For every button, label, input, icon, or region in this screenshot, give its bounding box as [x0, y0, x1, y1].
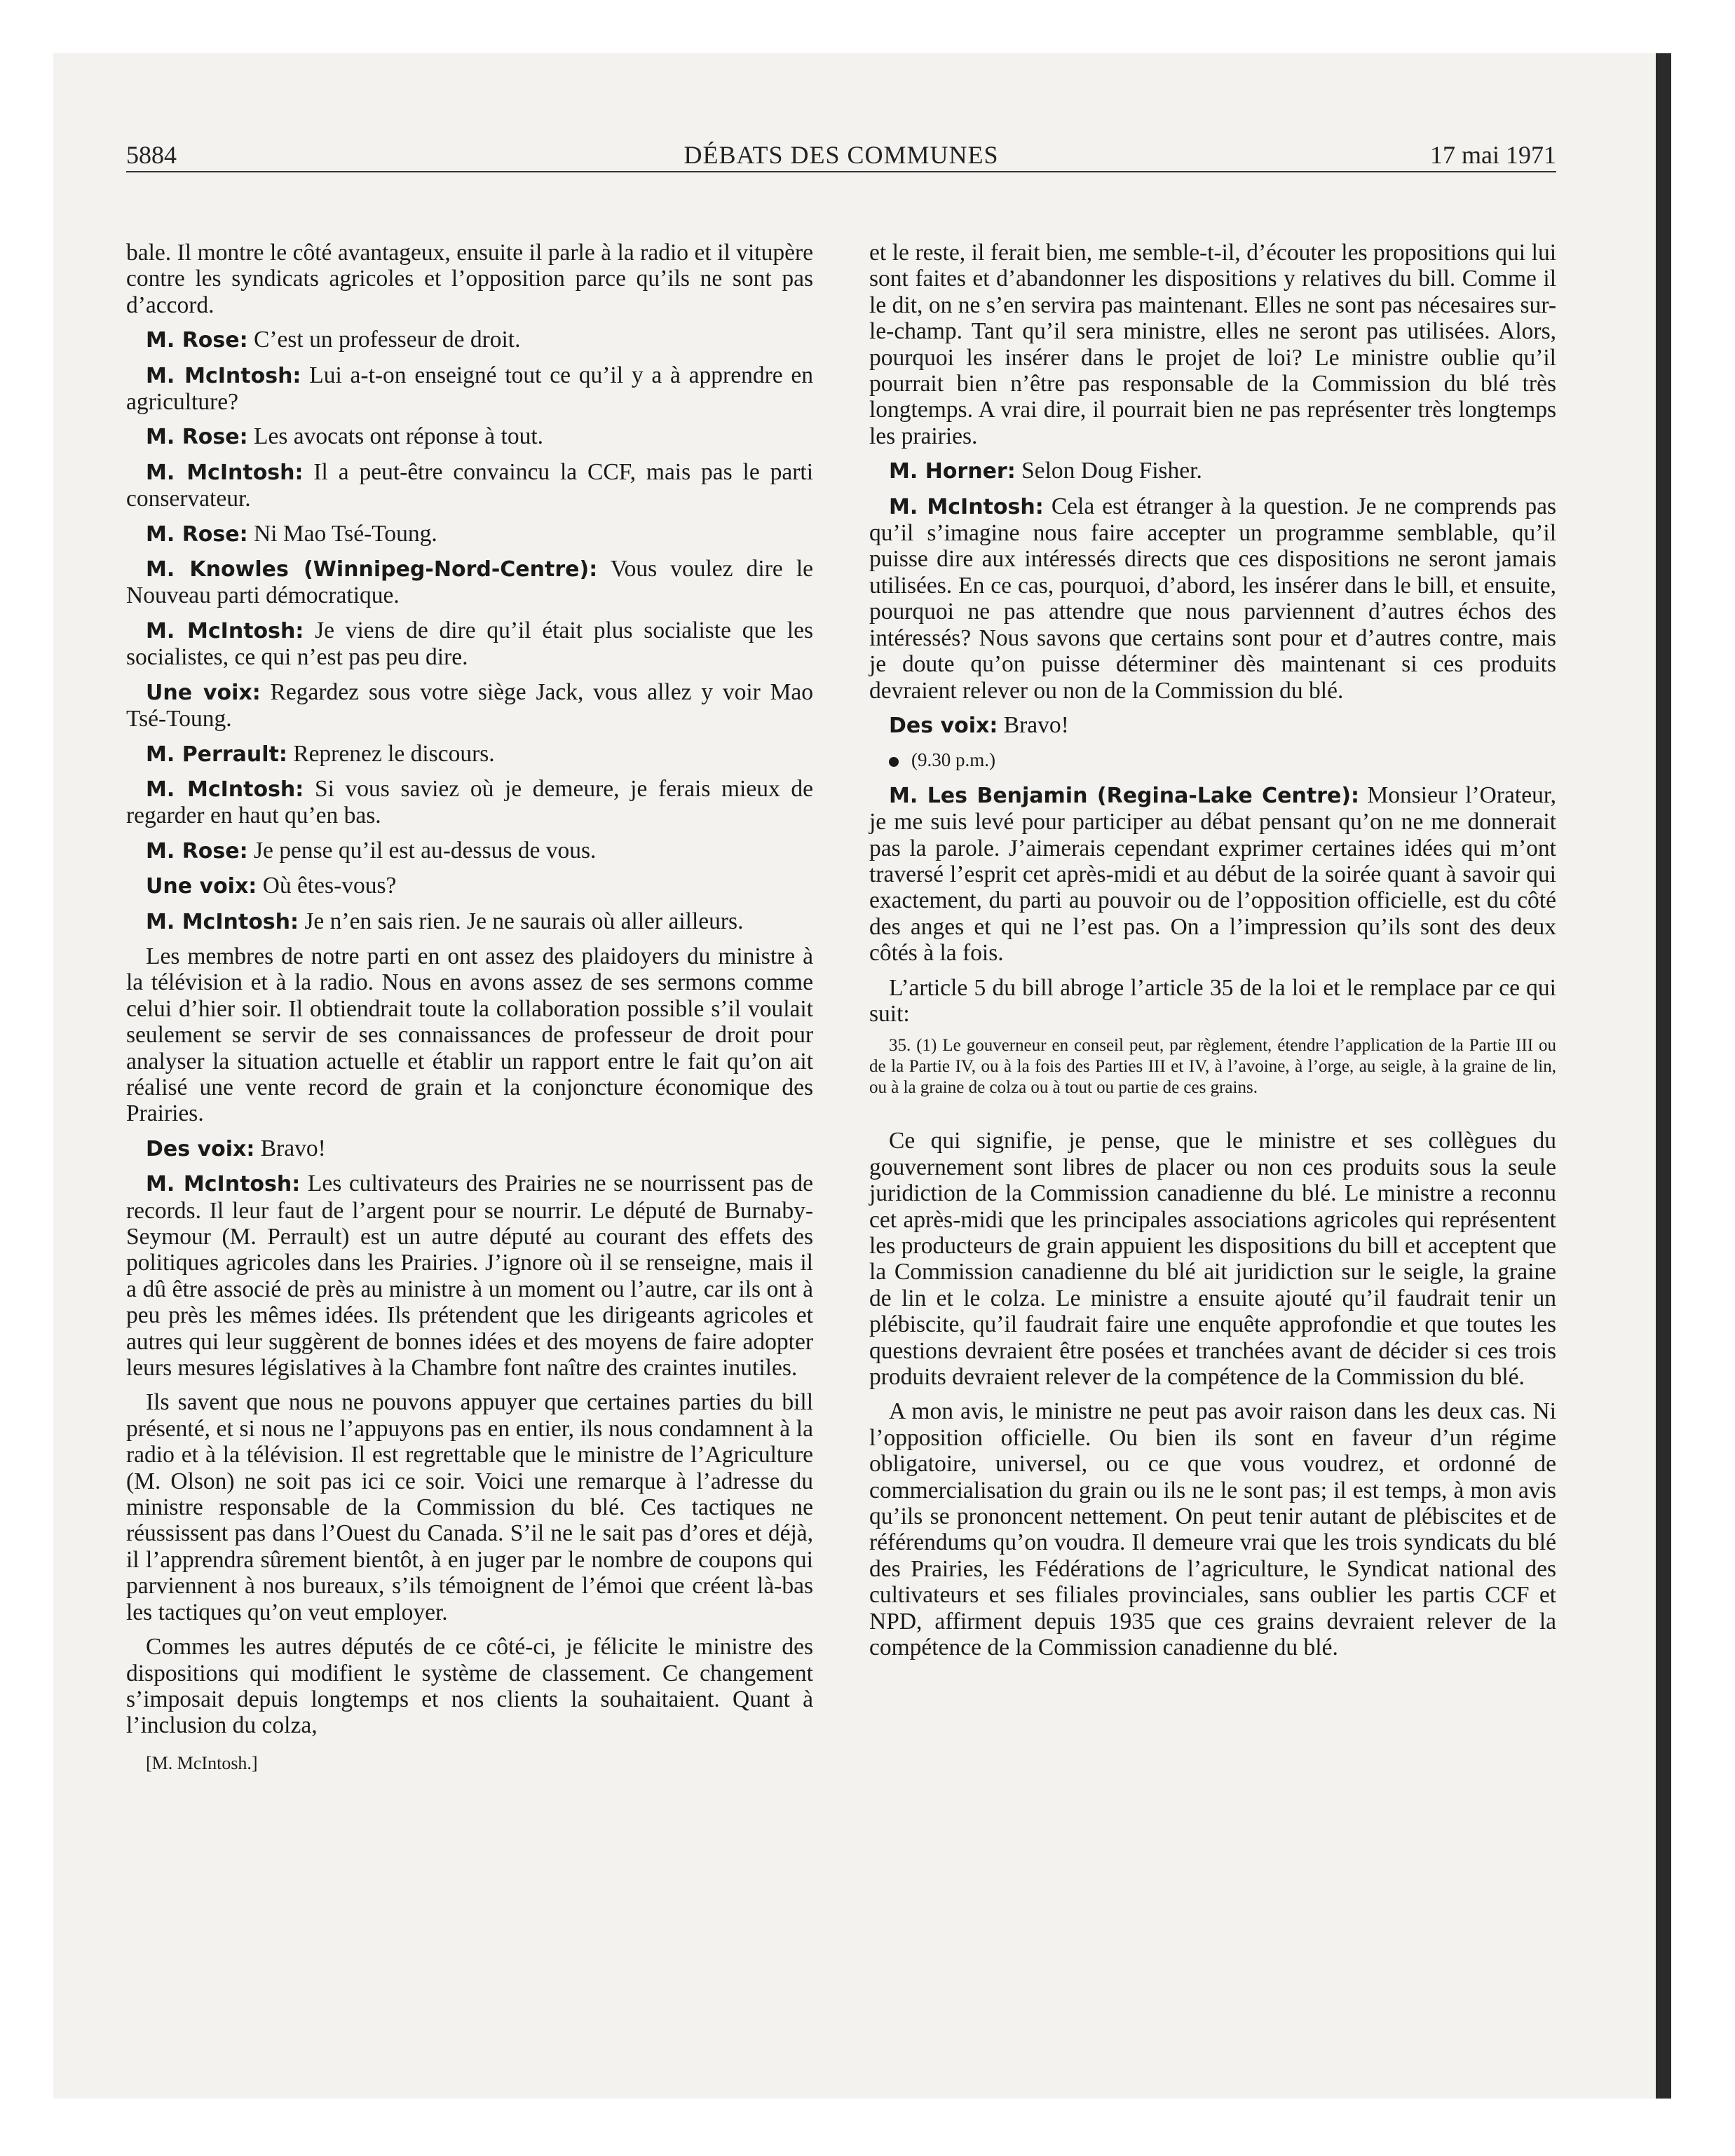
speaker-name: M. McIntosh:	[146, 460, 304, 485]
speech-paragraph	[126, 908, 813, 935]
speech-paragraph	[869, 493, 1556, 704]
left-column	[126, 240, 813, 1776]
speech-paragraph	[126, 1135, 813, 1162]
speech-text: Cela est étranger à la question. Je ne comprends pas qu’il s’imagine nous faire accepter un programme semblable, qu’il puisse dire aux intéressés directs que ces dispositions ne seront jamais utilisées. En ce cas, pourquoi, d’abord, les insérer dans le bill, et ensuite, pourquoi ne pas attendre que nous parviennent d’autres échos des intéressés? Nous savons que certains sont pour et d’autres contre, mais je doute qu’on puisse déterminer dès maintenant si ces produits devraient relever ou non de la Commission du blé.	[869, 493, 1557, 704]
page-header	[126, 140, 1556, 172]
time-marker	[889, 747, 1556, 773]
speech-paragraph	[126, 327, 813, 353]
paragraph: Ils savent que nous ne pouvons appuyer que certaines parties du bill présenté, et si nous ne l’appuyons pas en entier, ils nous condamnent à la radio et à la télévision. Il est regrettable que le ministre de l’Agriculture (M. Olson) ne soit pas ici ce soir. Voici une remarque à l’adresse du ministre responsable de la Commission du blé. Ces tactiques ne réussissent pas dans l’Ouest du Canada. S’il ne le sait pas d’ores et déjà, il l’apprendra sûrement bientôt, à en juger par le nombre de coupons qui parviennent à nos bureaux, s’ils témoignent de l’émoi que créent là-bas les tactiques qu’on veut employer.	[126, 1389, 813, 1625]
speaker-name: Des voix:	[889, 713, 998, 738]
speech-paragraph	[126, 521, 813, 547]
speaker-footer: [M. McIntosh.]	[146, 1752, 258, 1773]
speaker-name: M. McIntosh:	[146, 1172, 301, 1197]
speech-text: Je n’en sais rien. Je ne saurais où aller ailleurs.	[304, 908, 744, 934]
speech-paragraph	[869, 458, 1556, 484]
speech-paragraph	[126, 556, 813, 609]
speech-paragraph	[869, 782, 1556, 967]
speaker-name: M. Rose:	[146, 328, 248, 353]
paragraph: et le reste, il ferait bien, me semble-t-il, d’écouter les propositions qui lui sont faites et d’abandonner les dispositions y relatives du bill. Comme il le dit, on ne s’en servira pas maintenant. Elles ne sont pas nécesaires sur-le-champ. Tant qu’il sera ministre, elles ne seront pas utilisées. Alors, pourquoi les insérer dans le projet de loi? Le ministre oublie qu’il pourrait bien n’être pas responsable de la Commission du blé très longtemps. A vrai dire, il pourrait bien ne pas représenter très longtemps les prairies.	[869, 240, 1556, 449]
speech-text: Il a peut-être convaincu la CCF, mais pas le parti conservateur.	[126, 458, 814, 512]
paragraph: A mon avis, le ministre ne peut pas avoir raison dans les deux cas. Ni l’opposition officielle. Ou bien ils sont en faveur d’un régime obligatoire, universel, ou ce que vous voudrez, et ordonné de commercialisation du grain ou ils ne le sont pas; il est temps, à mon avis qu’ils se prononcent nettement. On peut tenir autant de plébiscites et de référendums qu’on voudra. Il demeure vrai que les trois syndicats du blé des Prairies, les Fédérations de l’agriculture, le Syndicat national des cultivateurs et ses filiales provinciales, sans oublier les partis CCF et NPD, affirment depuis 1935 que ces grains devraient relever de la compétence de la Commission canadienne du blé.	[869, 1398, 1556, 1661]
speech-paragraph	[126, 679, 813, 732]
page-date: 17 mai 1971	[1430, 141, 1556, 169]
speech-paragraph	[126, 776, 813, 829]
speech-text: Où êtes-vous?	[262, 873, 397, 899]
speaker-name: M. Les Benjamin (Regina-Lake Centre):	[889, 783, 1360, 808]
speech-text: Bravo!	[260, 1135, 326, 1161]
speaker-name: Des voix:	[146, 1136, 255, 1161]
speaker-name: M. Rose:	[146, 425, 248, 450]
right-column	[869, 240, 1556, 1670]
speaker-name: M. Horner:	[889, 459, 1016, 484]
speech-text: Je pense qu’il est au-dessus de vous.	[253, 837, 597, 864]
speech-text: Les avocats ont réponse à tout.	[253, 423, 544, 450]
quoted-article: 35. (1) Le gouverneur en conseil peut, par règlement, étendre l’application de la Partie III ou de la Partie IV, ou à la fois des Parties III et IV, à l’avoine, à l’orge, au seigle, à la graine de lin, ou à la graine de colza ou à tout ou partie de ces grains.	[869, 1036, 1556, 1098]
page-number: 5884	[126, 141, 177, 169]
speaker-name: M. McIntosh:	[889, 494, 1044, 519]
paragraph: bale. Il montre le côté avantageux, ensuite il parle à la radio et il vitupère contre les syndicats agricoles et l’opposition parce qu’ils ne sont pas d’accord.	[126, 240, 813, 318]
speech-paragraph	[126, 838, 813, 864]
speaker-name: M. Perrault:	[146, 742, 287, 767]
speaker-name: M. McIntosh:	[146, 777, 304, 802]
speaker-name: M. McIntosh:	[146, 618, 304, 643]
speech-paragraph	[126, 423, 813, 450]
speech-paragraph	[126, 1171, 813, 1381]
speech-text: Les cultivateurs des Prairies ne se nourrissent pas de records. Il leur faut de l’argent pour se nourrir. Le député de Burnaby-Seymour (M. Perrault) est un autre député au courant des effets des politiques agricoles dans les Prairies. J’ignore où il se renseigne, mais il a dû être associé de près au ministre à un moment ou l’autre, car ils ont à peu près les mêmes idées. Ils prétendent que les dirigeants agricoles et autres qui leur suggèrent de bonnes idées et des moyens de faire adopter leurs mesures législatives à la Chambre font naître des craintes inutiles.	[126, 1171, 814, 1381]
speaker-name: M. McIntosh:	[146, 363, 301, 388]
speech-text: Ni Mao Tsé-Toung.	[253, 520, 437, 547]
bullet-icon	[889, 757, 899, 767]
speaker-name: M. Rose:	[146, 838, 248, 864]
speech-text: Lui a-t-on enseigné tout ce qu’il y a à apprendre en agriculture?	[126, 362, 814, 416]
speech-paragraph	[126, 873, 813, 899]
speech-paragraph	[126, 741, 813, 767]
speaker-name: Une voix:	[146, 874, 257, 899]
speech-text: Vous voulez dire le Nouveau parti démocratique.	[126, 556, 814, 609]
speech-text: Si vous saviez où je demeure, je ferais mieux de regarder en haut qu’en bas.	[126, 775, 814, 829]
speaker-name: Une voix:	[146, 680, 261, 705]
speech-text: Regardez sous votre siège Jack, vous allez y voir Mao Tsé-Toung.	[126, 678, 813, 732]
speech-text: Reprenez le discours.	[293, 740, 495, 767]
time-text: (9.30 p.m.)	[911, 749, 995, 771]
speech-paragraph	[126, 362, 813, 416]
paragraph: Les membres de notre parti en ont assez des plaidoyers du ministre à la télévision et à la radio. Nous en avons assez de ses sermons comme celui d’hier soir. Il obtiendrait toute la collaboration possible s’il voulait seulement se servir de ses connaissances de professeur de droit pour analyser la situation actuelle et établir un rapport entre le fait qu’on ait réalisé une vente record de grain et la conjoncture économique des Prairies.	[126, 943, 813, 1127]
speech-text: Selon Doug Fisher.	[1021, 458, 1202, 484]
publication-title: DÉBATS DES COMMUNES	[683, 141, 999, 169]
speaker-name: M. McIntosh:	[146, 909, 299, 934]
paragraph: Commes les autres députés de ce côté-ci, je félicite le ministre des dispositions qui modifient le système de classement. Ce changement s’imposait depuis longtemps et nos clients la souhaitaient. Quant à l’inclusion du colza,	[126, 1634, 813, 1739]
speech-text: Monsieur l’Orateur, je me suis levé pour participer au débat pensant qu’on ne me donnerait pas la parole. J’aimerais cependant exprimer certaines idées qui m’ont traversé l’esprit cet après-midi et au début de la soirée quant à savoir qui exactement, du parti au pouvoir ou de l’opposition officielle, est du côté des anges et qui ne l’est pas. On a l’impression qu’ils sont des deux côtés à la fois.	[869, 782, 1557, 967]
speech-text: Bravo!	[1003, 711, 1069, 738]
speech-paragraph	[126, 459, 813, 512]
binding-edge	[1656, 53, 1671, 2099]
speech-paragraph	[869, 712, 1556, 739]
speaker-name: M. Knowles (Winnipeg-Nord-Centre):	[146, 557, 598, 582]
speech-text: C’est un professeur de droit.	[253, 327, 521, 353]
paragraph: Ce qui signifie, je pense, que le ministre et ses collègues du gouvernement sont libres de placer ou non ces produits sous la seule juridiction de la Commission canadienne du blé. Le ministre a reconnu cet après-midi que les principales associations agricoles qui représentent les producteurs de grain appuient les dispositions du bill et acceptent que la Commission canadienne du blé ait juridiction sur le seigle, la graine de lin et le colza. Le ministre a ensuite ajouté qu’il faudrait tenir un plébiscite, qu’il faudrait faire une enquête approfondie et que toutes les questions devraient être posées et tranchées avant de décider si ces trois produits devraient relever de la compétence de la Commission du blé.	[869, 1128, 1556, 1391]
paragraph: L’article 5 du bill abroge l’article 35 de la loi et le remplace par ce qui suit:	[869, 974, 1556, 1027]
speech-paragraph	[126, 618, 813, 671]
speaker-name: M. Rose:	[146, 521, 248, 547]
speech-text: Je viens de dire qu’il était plus socialiste que les socialistes, ce qui n’est pas peu dire.	[126, 617, 814, 671]
